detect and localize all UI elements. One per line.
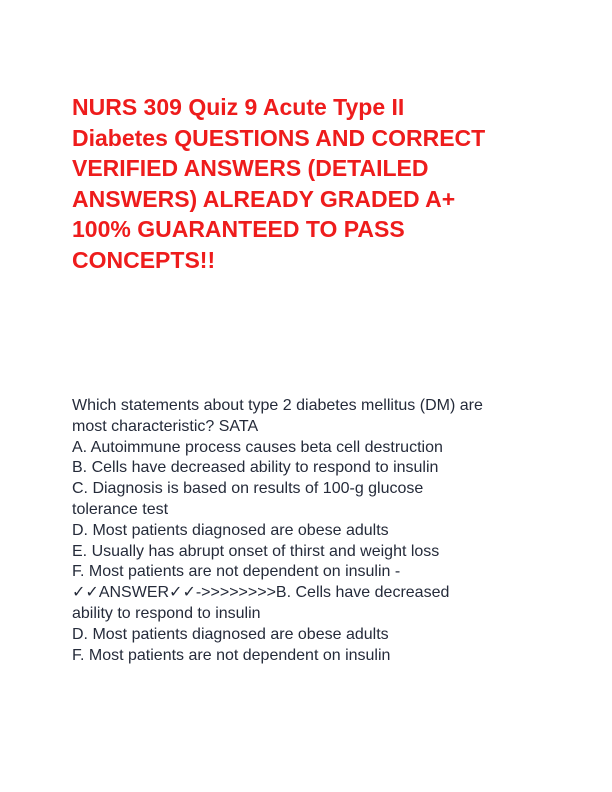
answer-option-b: B. Cells have decreased ability to respond to insulin — [72, 459, 439, 477]
question-block — [72, 396, 552, 666]
answer-option-a: A. Autoimmune process causes beta cell destruction — [72, 438, 443, 456]
document-title — [72, 92, 552, 275]
answer-option-f: F. Most patients are not dependent on insulin - — [72, 563, 401, 581]
correct-answer-line: D. Most patients diagnosed are obese adults — [72, 625, 389, 643]
answer-option-e: E. Usually has abrupt onset of thirst and weight loss — [72, 542, 440, 560]
answer-option-d: D. Most patients diagnosed are obese adults — [72, 521, 389, 539]
correct-answer-line: F. Most patients are not dependent on insulin — [72, 646, 391, 664]
correct-answer-line: ✓✓ANSWER✓✓->>>>>>>>B. Cells have decreased — [72, 584, 450, 602]
title-line: CONCEPTS!! — [72, 246, 216, 273]
title-line: 100% GUARANTEED TO PASS — [72, 216, 405, 242]
question-text-line: most characteristic? SATA — [72, 417, 259, 435]
title-line: Diabetes QUESTIONS AND CORRECT — [72, 124, 486, 151]
title-line: ANSWERS) ALREADY GRADED A+ — [72, 185, 456, 212]
question-text-line: Which statements about type 2 diabetes mellitus (DM) are — [72, 397, 483, 414]
title-line: VERIFIED ANSWERS (DETAILED — [72, 155, 429, 181]
correct-answer-line: ability to respond to insulin — [72, 604, 261, 622]
answer-option-c: C. Diagnosis is based on results of 100-g glucose — [72, 480, 424, 498]
title-line: NURS 309 Quiz 9 Acute Type II — [72, 94, 405, 120]
answer-option-c-continued: tolerance test — [72, 500, 169, 518]
